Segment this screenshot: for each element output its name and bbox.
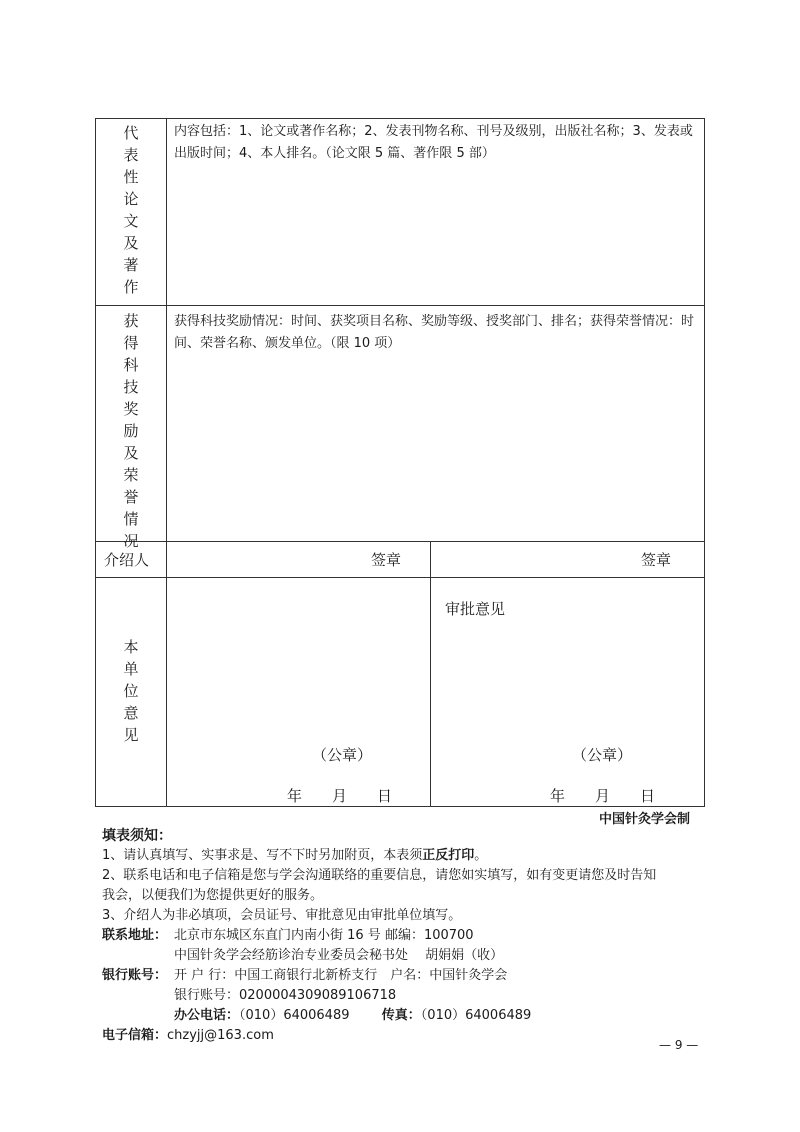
phone-row <box>102 1006 712 1026</box>
awards-label-char: 技 <box>123 378 139 396</box>
papers-label-char: 性 <box>123 168 139 186</box>
bank-row-2 <box>102 986 712 1006</box>
bank-line-1: 开 户 行：中国工商银行北新桥支行 户名：中国针灸学会 <box>174 968 508 983</box>
bank-line-2: 银行账号：0200004309089106718 <box>174 988 397 1003</box>
note-item-1-end: 。 <box>474 848 488 863</box>
unit-opinion-label-char: 见 <box>123 726 139 744</box>
unit-opinion-label-char: 本 <box>123 638 139 656</box>
papers-label-char: 作 <box>123 278 139 296</box>
fax-value: （010）64006489 <box>420 1008 532 1023</box>
table-divider-1 <box>95 305 705 306</box>
papers-label-char: 表 <box>123 146 139 164</box>
date-left: 年 月 日 <box>287 787 393 805</box>
email-row <box>102 1026 712 1046</box>
awards-label-char: 奖 <box>123 400 139 418</box>
referee-sign-left: 签章 <box>371 551 402 569</box>
awards-label-char: 誉 <box>123 488 139 506</box>
phone-label: 办公电话： <box>174 1008 240 1023</box>
address-line-1: 北京市东城区东直门内南小街 16 号 邮编：100700 <box>174 928 474 943</box>
note-item-1-text: 1、请认真填写、实事求是、写不下时另加附页，本表须 <box>102 848 423 863</box>
notes-title: 填表须知： <box>102 828 172 844</box>
awards-label-char: 荣 <box>123 466 139 484</box>
awards-label-char: 获 <box>123 312 139 330</box>
note-item-2-line-2: 我会，以便我们为您提供更好的服务。 <box>102 888 324 903</box>
awards-label-char: 情 <box>123 510 139 528</box>
table-border-right <box>704 118 705 807</box>
form-maker: 中国针灸学会制 <box>599 812 691 827</box>
papers-label-char: 著 <box>123 256 139 274</box>
referee-label: 介绍人 <box>104 551 150 569</box>
fax-label: 传真： <box>381 1008 421 1023</box>
awards-instruction: 获得科技奖励情况：时间、获奖项目名称、奖励等级、授奖部门、排名；获得荣誉情况：时间、荣誉名称、颁发单位。（限 10 项） <box>174 314 695 351</box>
awards-label-char: 得 <box>123 334 139 352</box>
papers-label <box>96 122 166 298</box>
table-middle-divider <box>430 541 431 807</box>
table-border-top <box>95 118 705 119</box>
referee-sign-right: 签章 <box>641 551 672 569</box>
bank-label: 银行账号： <box>102 968 168 983</box>
table-divider-2 <box>95 541 705 542</box>
awards-label-char: 励 <box>123 422 139 440</box>
awards-label-char: 科 <box>123 356 139 374</box>
approval-title: 审批意见 <box>445 600 506 618</box>
phone-group <box>174 1006 531 1026</box>
address-line-2: 中国针灸学会经筋诊治专业委员会秘书处 胡娟娟（收） <box>174 948 504 963</box>
papers-instruction: 内容包括：1、论文或著作名称；2、发表刊物名称、刊号及级别，出版社名称；3、发表或出版时间；4、本人排名。（论文限 5 篇、著作限 5 部） <box>174 124 693 161</box>
papers-label-char: 文 <box>123 212 139 230</box>
unit-opinion-label-char: 位 <box>123 682 139 700</box>
unit-opinion-label-char: 单 <box>123 660 139 678</box>
notes-section <box>102 826 712 1046</box>
note-item-1-emphasis: 正反打印 <box>422 848 475 863</box>
note-item-3: 3、介绍人为非必填项，会员证号、审批意见由审批单位填写。 <box>102 908 462 923</box>
address-label: 联系地址： <box>102 928 168 943</box>
phone-value: （010）64006489 <box>239 1008 350 1023</box>
page-number: — 9 — <box>659 1038 699 1052</box>
note-item-2-line-1: 2、联系电话和电子信箱是您与学会沟通联络的重要信息，请您如实填写，如有变更请您及时告知 <box>102 868 657 883</box>
table-border-bottom <box>95 806 705 807</box>
papers-label-char: 及 <box>123 234 139 252</box>
seal-left: （公章） <box>312 746 373 764</box>
papers-label-char: 论 <box>123 190 139 208</box>
seal-right: （公章） <box>572 746 633 764</box>
note-item-1 <box>102 846 712 866</box>
awards-label-char: 及 <box>123 444 139 462</box>
date-right: 年 月 日 <box>550 787 656 805</box>
email-value: chzyjj@163.com <box>167 1028 274 1043</box>
unit-opinion-label-char: 意 <box>123 704 139 722</box>
unit-opinion-label <box>96 636 166 746</box>
bank-row <box>102 966 712 986</box>
table-divider-3 <box>95 577 705 578</box>
address-row-2 <box>102 946 712 966</box>
papers-label-char: 代 <box>123 124 139 142</box>
awards-label-char: 况 <box>123 532 139 550</box>
awards-label <box>96 310 166 552</box>
email-label: 电子信箱： <box>102 1028 168 1043</box>
table-label-column-divider <box>166 118 167 807</box>
address-row <box>102 926 712 946</box>
